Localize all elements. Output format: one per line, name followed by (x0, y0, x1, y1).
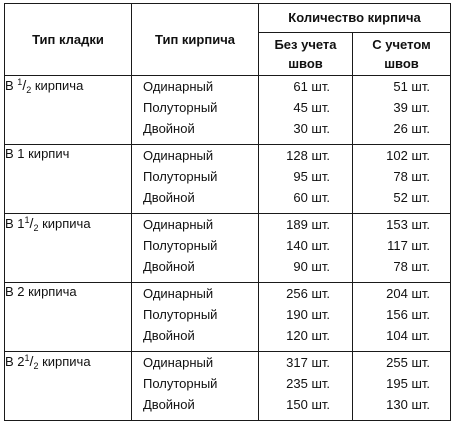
kladka-cell (5, 283, 132, 352)
kladka-label: В 2 кирпича (5, 284, 77, 299)
header-no-seams-line2: швов (288, 56, 323, 71)
brick-type: Полуторный (143, 376, 218, 391)
no-seams-value: 317 шт. (286, 355, 330, 370)
seams-value: 153 шт. (386, 217, 430, 232)
kladka-cell (5, 214, 132, 283)
kladka-label (5, 354, 91, 369)
table-row-group (5, 76, 451, 145)
fraction-numerator: 1 (24, 353, 30, 363)
seams-value: 130 шт. (386, 397, 430, 412)
no-seams-cell (259, 283, 353, 352)
fraction-denominator: 2 (33, 223, 39, 233)
seams-value: 52 шт. (393, 190, 430, 205)
no-seams-value: 120 шт. (286, 328, 330, 343)
no-seams-value: 128 шт. (286, 148, 330, 163)
fraction-slash: / (29, 215, 34, 231)
seams-value: 78 шт. (393, 259, 430, 274)
no-seams-value: 256 шт. (286, 286, 330, 301)
seams-value: 117 шт. (387, 238, 430, 253)
no-seams-cell (259, 76, 353, 145)
no-seams-value: 45 шт. (293, 100, 330, 115)
no-seams-value: 140 шт. (286, 238, 330, 253)
no-seams-value: 60 шт. (293, 190, 330, 205)
no-seams-value: 30 шт. (293, 121, 330, 136)
fraction-denominator: 2 (26, 85, 32, 95)
seams-value: 204 шт. (386, 286, 430, 301)
seams-value: 104 шт. (386, 328, 430, 343)
brick-type: Полуторный (143, 307, 218, 322)
no-seams-cell (259, 214, 353, 283)
brick-type: Двойной (143, 190, 195, 205)
brick-types-cell (132, 352, 259, 421)
kladka-whole: 2 (17, 354, 25, 369)
seams-cell (353, 76, 451, 145)
brick-type: Одинарный (143, 79, 214, 94)
no-seams-value: 61 шт. (293, 79, 330, 94)
no-seams-cell (259, 352, 353, 421)
fraction-denominator: 2 (33, 361, 39, 371)
table-row-group (5, 352, 451, 421)
brick-type: Одинарный (143, 217, 214, 232)
no-seams-cell (259, 145, 353, 214)
kladka-cell (5, 76, 132, 145)
kladka-cell (5, 352, 132, 421)
seams-cell (353, 145, 451, 214)
brick-type: Полуторный (143, 169, 218, 184)
brick-type: Одинарный (143, 355, 214, 370)
brick-type: Двойной (143, 328, 195, 343)
kladka-prefix: В (5, 216, 18, 231)
brick-type: Полуторный (143, 100, 218, 115)
seams-cell (353, 214, 451, 283)
header-brick-type: Тип кирпича (132, 4, 259, 76)
header-seams (353, 33, 451, 76)
seams-value: 78 шт. (393, 169, 430, 184)
header-quantity: Количество кирпича (259, 4, 451, 33)
seams-value: 255 шт. (386, 355, 430, 370)
kladka-prefix: В (5, 354, 18, 369)
kladka-label: В 1 кирпич (5, 146, 70, 161)
table-row-group (5, 145, 451, 214)
fraction-numerator: 1 (17, 77, 23, 87)
brick-type: Двойной (143, 397, 195, 412)
kladka-label (5, 78, 83, 93)
brick-quantity-table (4, 3, 451, 421)
header-seams-line1: С учетом (372, 37, 431, 52)
brick-types-cell (132, 76, 259, 145)
no-seams-value: 189 шт. (286, 217, 330, 232)
seams-value: 39 шт. (393, 100, 430, 115)
seams-cell (353, 352, 451, 421)
kladka-prefix: В (5, 78, 18, 93)
brick-type: Одинарный (143, 286, 214, 301)
table-row-group (5, 214, 451, 283)
no-seams-value: 95 шт. (293, 169, 330, 184)
brick-type: Одинарный (143, 148, 214, 163)
kladka-cell (5, 145, 132, 214)
seams-value: 102 шт. (386, 148, 430, 163)
brick-types-cell (132, 214, 259, 283)
seams-value: 26 шт. (393, 121, 430, 136)
fraction-numerator: 1 (24, 215, 30, 225)
fraction-slash: / (22, 77, 27, 93)
no-seams-value: 90 шт. (293, 259, 330, 274)
header-kladka: Тип кладки (5, 4, 132, 76)
no-seams-value: 235 шт. (286, 376, 330, 391)
brick-type: Двойной (143, 259, 195, 274)
brick-type: Полуторный (143, 238, 218, 253)
brick-types-cell (132, 145, 259, 214)
kladka-suffix: кирпича (31, 78, 84, 93)
table-row-group (5, 283, 451, 352)
kladka-whole: 1 (17, 216, 25, 231)
fraction-slash: / (29, 353, 34, 369)
seams-value: 156 шт. (386, 307, 430, 322)
no-seams-value: 150 шт. (286, 397, 330, 412)
kladka-label (5, 216, 91, 231)
no-seams-value: 190 шт. (286, 307, 330, 322)
header-no-seams-line1: Без учета (274, 37, 337, 52)
seams-value: 195 шт. (386, 376, 430, 391)
brick-type: Двойной (143, 121, 195, 136)
seams-cell (353, 283, 451, 352)
kladka-suffix: кирпича (38, 216, 91, 231)
brick-types-cell (132, 283, 259, 352)
header-no-seams (259, 33, 353, 76)
kladka-suffix: кирпича (38, 354, 91, 369)
seams-value: 51 шт. (393, 79, 430, 94)
header-seams-line2: швов (384, 56, 419, 71)
